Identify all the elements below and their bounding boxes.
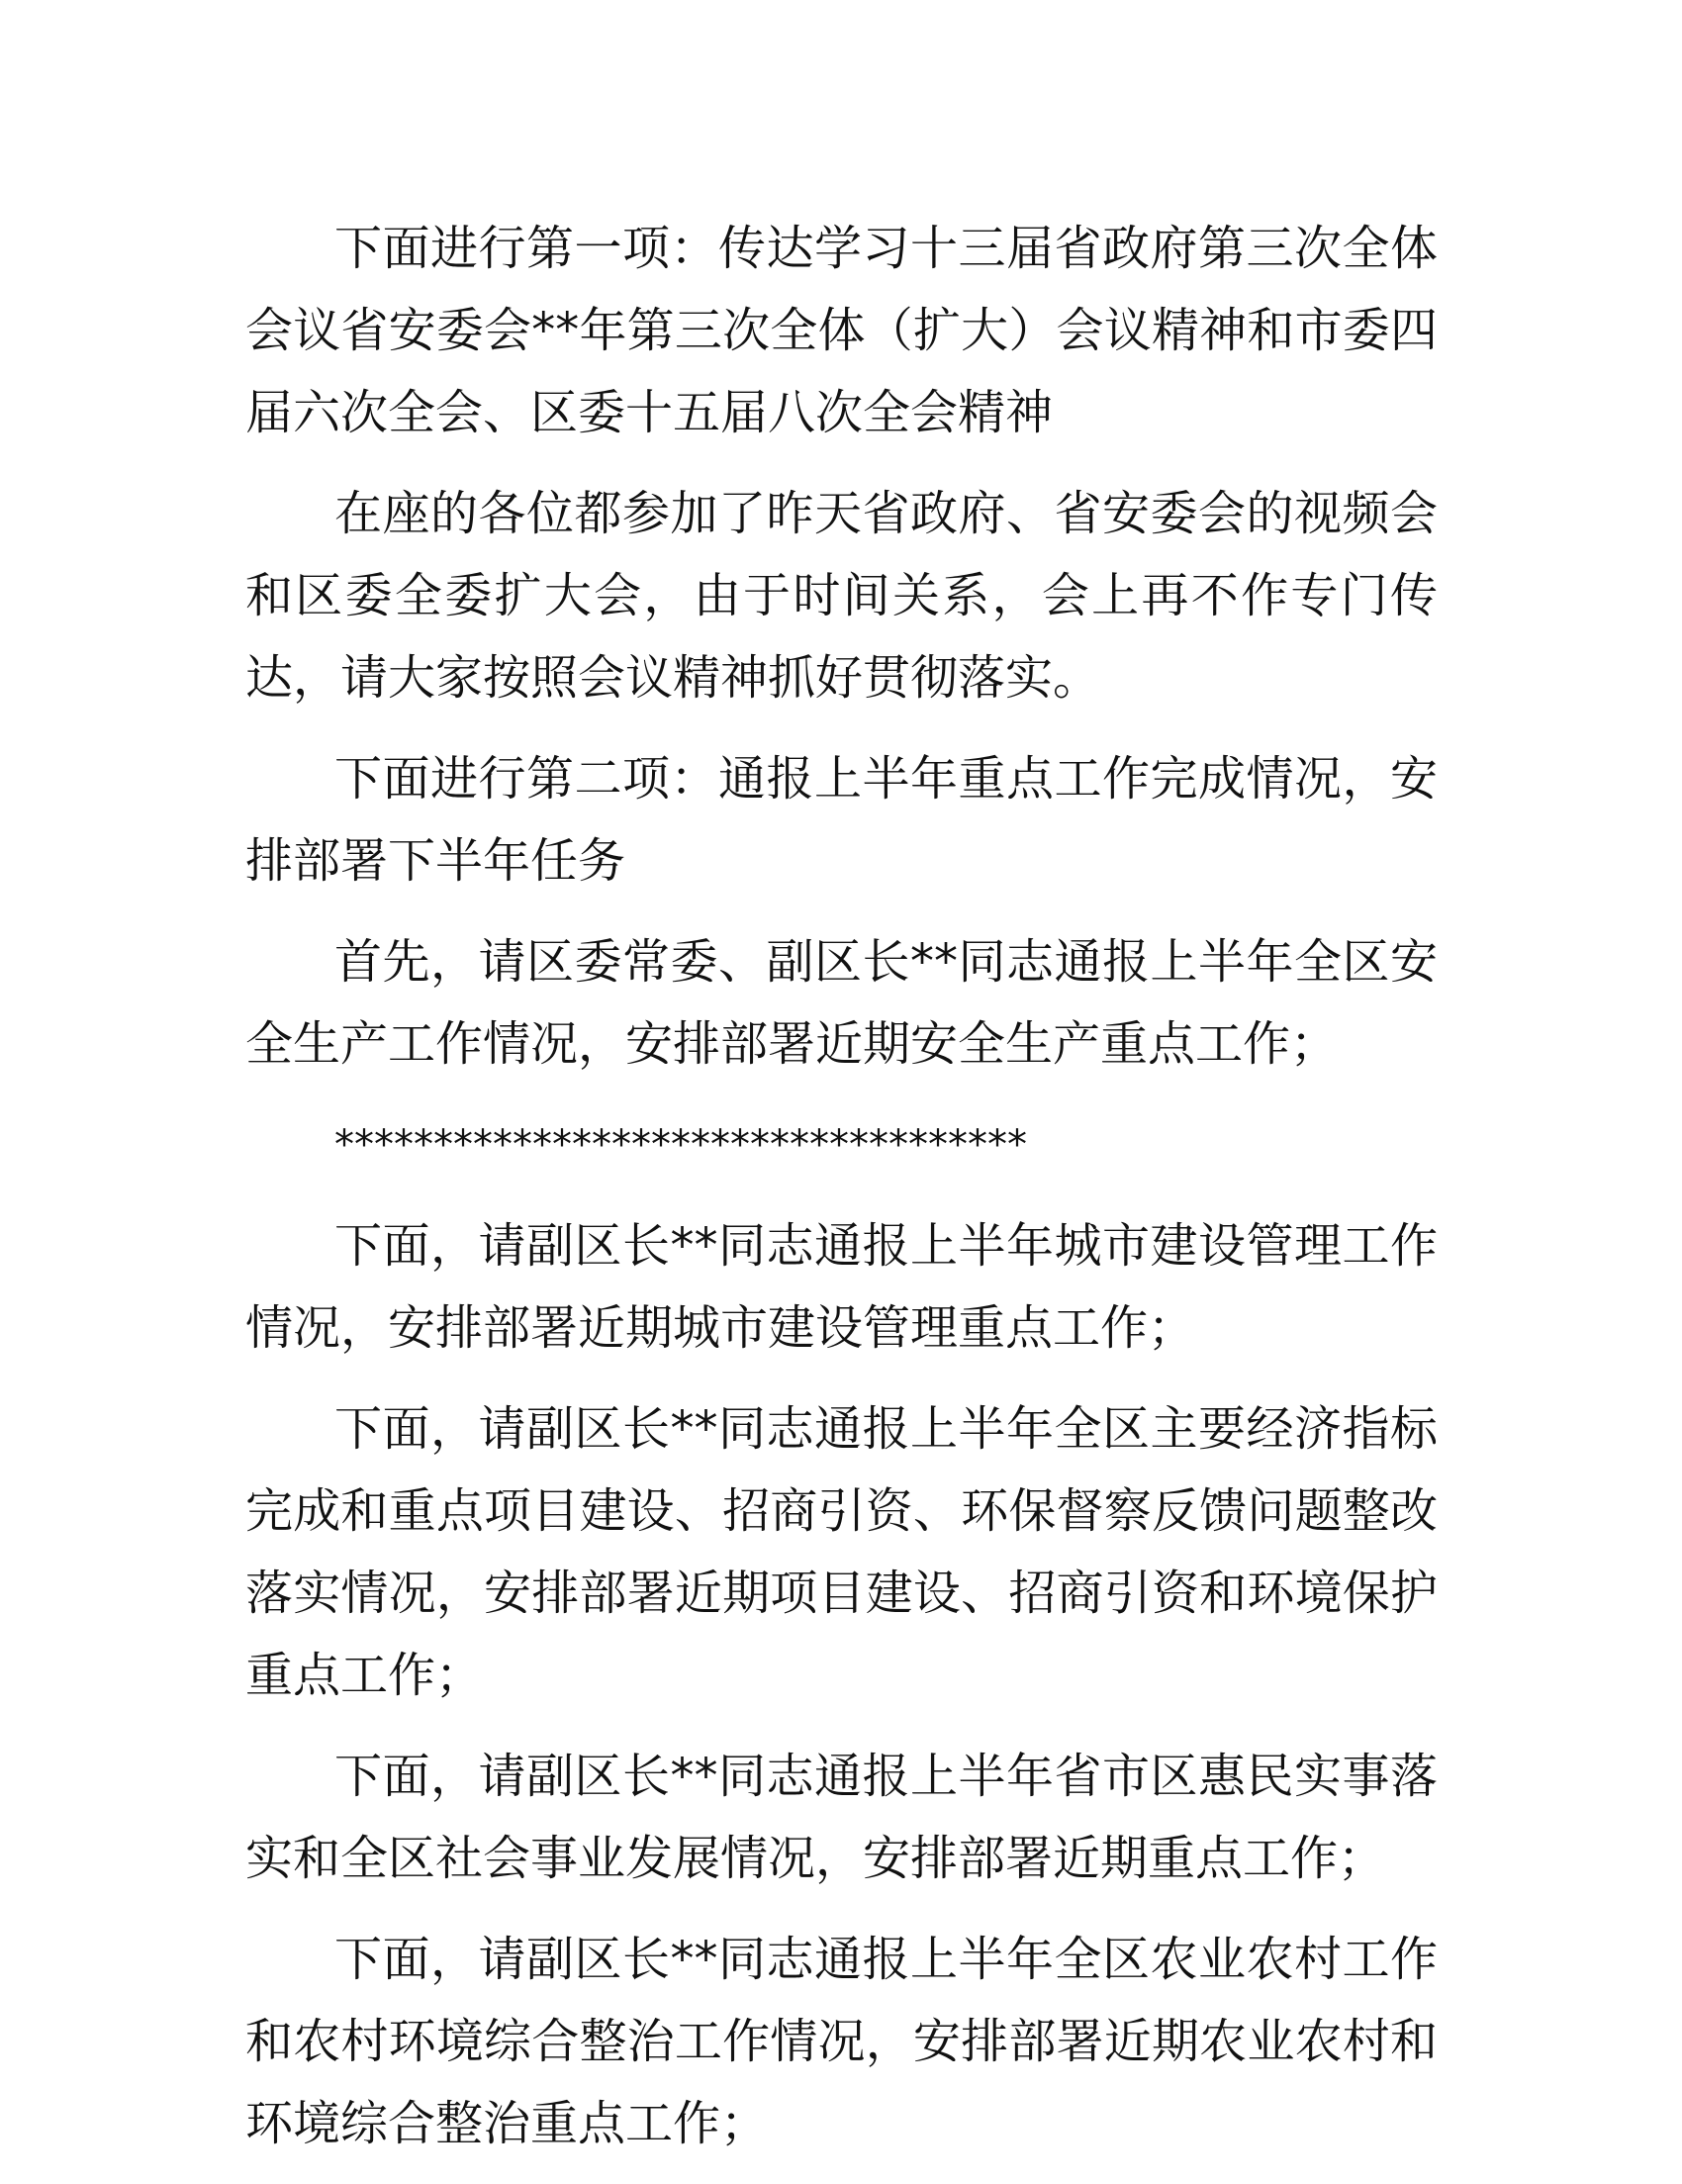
paragraph-item-4: 首先，请区委常委、副区长**同志通报上半年全区安全生产工作情况，安排部署近期安全生产重点工作； (245, 934, 1438, 1072)
paragraph-item-1: 下面进行第一项：传达学习十三届省政府第三次全体会议省安委会**年第三次全体（扩大）会议精神和市委四届六次全会、区委十五届八次全会精神 (245, 221, 1438, 440)
paragraph-item-5: 下面，请副区长**同志通报上半年城市建设管理工作情况，安排部署近期城市建设管理重点工作； (245, 1218, 1438, 1356)
paragraph-item-3: 下面进行第二项：通报上半年重点工作完成情况，安排部署下半年任务 (245, 751, 1438, 889)
paragraph-item-6: 下面，请副区长**同志通报上半年全区主要经济指标完成和重点项目建设、招商引资、环保督察反馈问题整改落实情况，安排部署近期项目建设、招商引资和环境保护重点工作； (245, 1401, 1438, 1703)
paragraph-item-8: 下面，请副区长**同志通报上半年全区农业农村工作和农村环境综合整治工作情况，安排部署近期农业农村和环境综合整治重点工作； (245, 1932, 1438, 2151)
asterisk-separator: *********************************** (334, 1122, 1027, 1168)
paragraph-item-2: 在座的各位都参加了昨天省政府、省安委会的视频会和区委全委扩大会，由于时间关系，会上再不作专门传达，请大家按照会议精神抓好贯彻落实。 (245, 486, 1438, 706)
document-body (245, 208, 1438, 2184)
paragraph-item-7: 下面，请副区长**同志通报上半年省市区惠民实事落实和全区社会事业发展情况，安排部署近期重点工作； (245, 1749, 1438, 1886)
